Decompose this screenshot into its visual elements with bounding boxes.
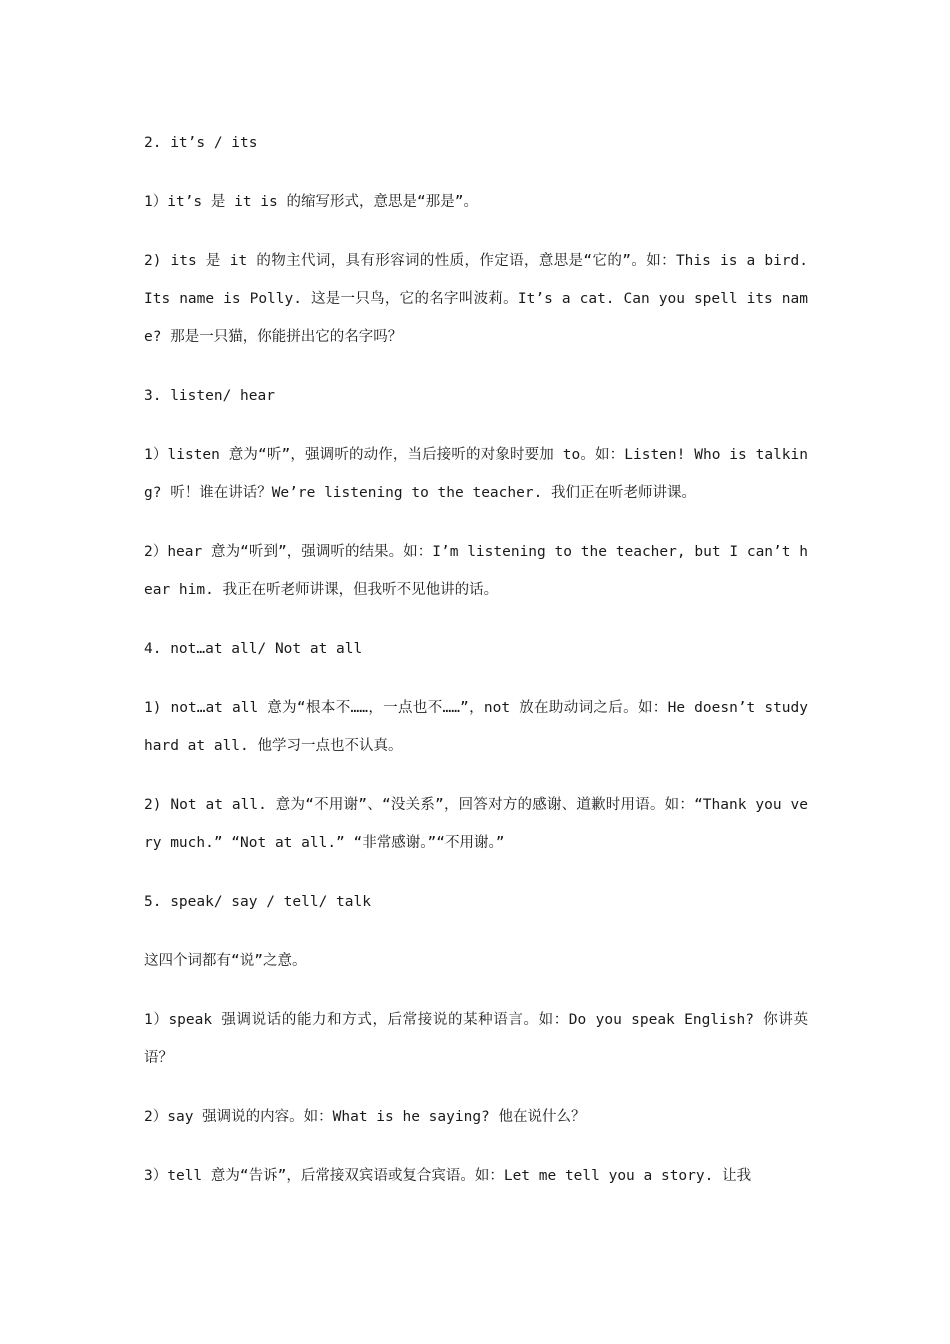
paragraph: 这四个词都有“说”之意。 — [144, 953, 307, 969]
paragraph: 1）speak 强调说话的能力和方式，后常接说的某种语言。如：Do you speak English? 你讲英语？ — [144, 1012, 808, 1066]
paragraph: 2) its 是 it 的物主代词，具有形容词的性质，作定语，意思是“它的”。如：This is a bird. Its name is Polly. 这是一只鸟，它的名字叫波莉。It’s a cat. Can you spell its name? 那是一只猫，你能拼出它的名字吗？ — [144, 253, 808, 345]
section-heading-speak-say-tell-talk: 5. speak/ say / tell/ talk — [144, 894, 371, 910]
section-heading-not-at-all: 4. not…at all/ Not at all — [144, 641, 363, 657]
paragraph: 2) Not at all. 意为“不用谢”、“没关系”，回答对方的感谢、道歉时用语。如：“Thank you very much.” “Not at all.” “非常感谢。”“不用谢。” — [144, 797, 808, 851]
section-heading-listen-hear: 3. listen/ hear — [144, 388, 275, 404]
section-heading-its: 2. it’s / its — [144, 135, 258, 151]
paragraph: 1) not…at all 意为“根本不……，一点也不……”，not 放在助动词之后。如：He doesn’t study hard at all. 他学习一点也不认真。 — [144, 700, 808, 754]
paragraph: 1）it’s 是 it is 的缩写形式，意思是“那是”。 — [144, 194, 478, 210]
paragraph: 3）tell 意为“告诉”，后常接双宾语或复合宾语。如：Let me tell you a story. 让我 — [144, 1168, 752, 1184]
document-body — [144, 124, 808, 1216]
paragraph: 1）listen 意为“听”，强调听的动作，当后接听的对象时要加 to。如：Listen! Who is talking? 听！谁在讲话？We’re listening to the teacher. 我们正在听老师讲课。 — [144, 447, 808, 501]
paragraph: 2）say 强调说的内容。如：What is he saying? 他在说什么？ — [144, 1109, 586, 1125]
paragraph: 2）hear 意为“听到”，强调听的结果。如：I’m listening to the teacher, but I can’t hear him. 我正在听老师讲课，但我听不见他讲的话。 — [144, 544, 808, 598]
